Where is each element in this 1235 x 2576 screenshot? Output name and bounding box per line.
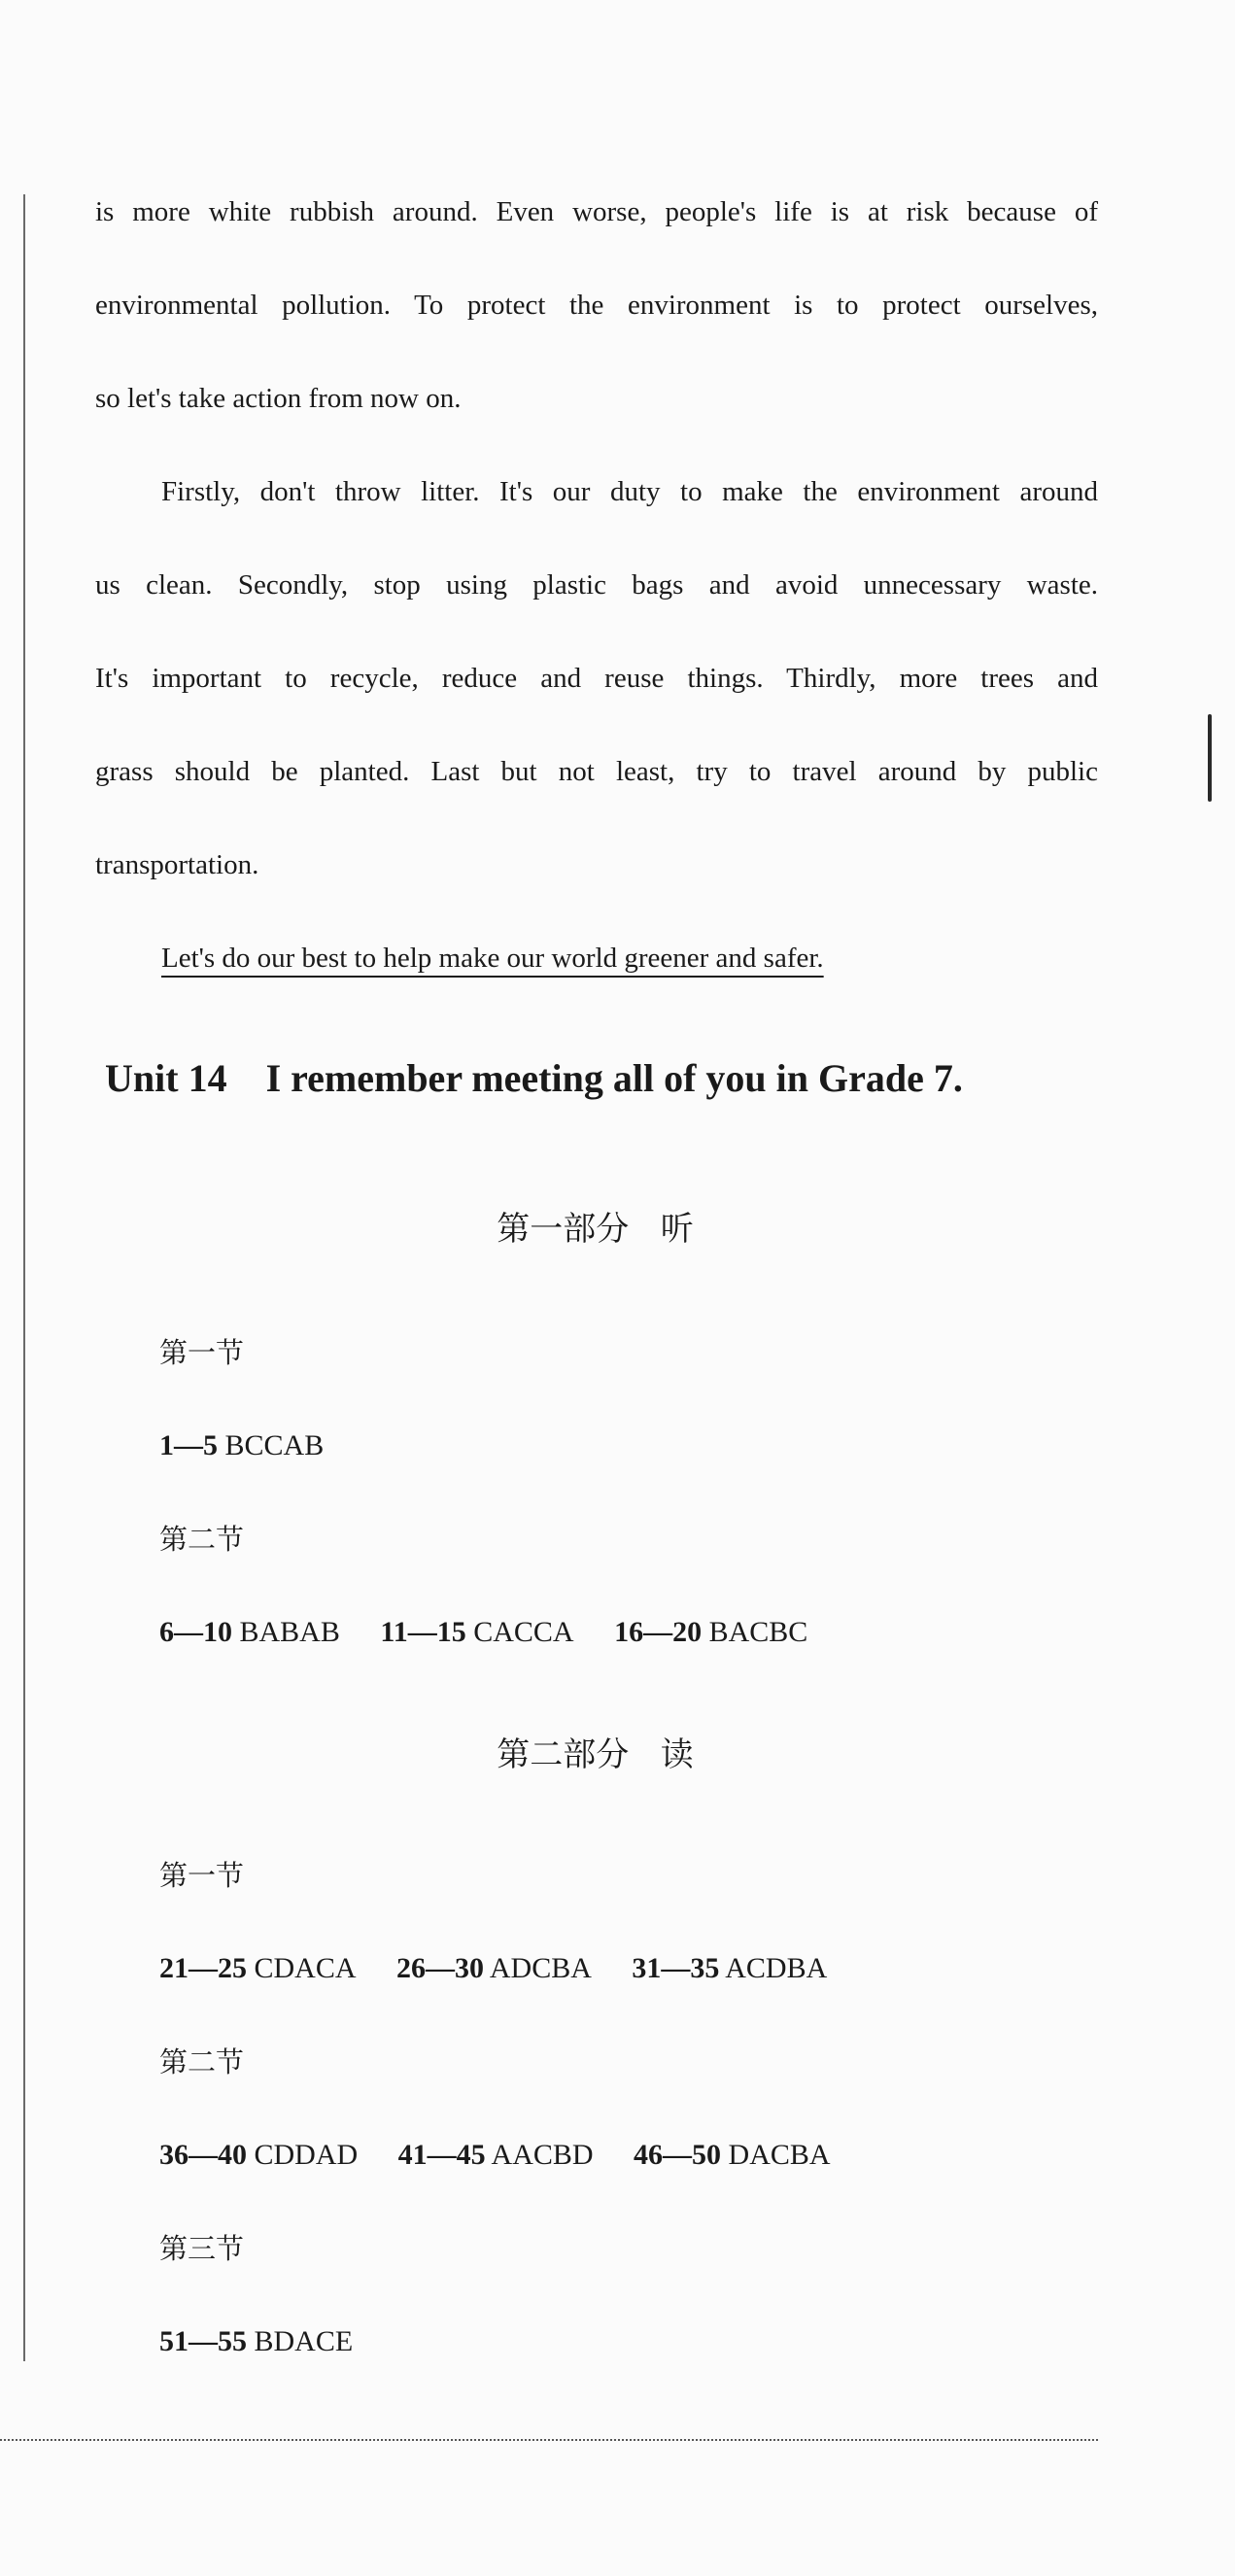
section-label: 第二节: [159, 2045, 245, 2078]
answer-letters: BCCAB: [224, 1429, 325, 1461]
answer-letters: ACDBA: [725, 1952, 828, 1984]
right-margin-mark: [1208, 714, 1212, 802]
answer-range: 41—45: [397, 2139, 486, 2171]
answer-letters: BACBC: [708, 1616, 808, 1648]
answer-letters: ADCBA: [489, 1952, 592, 1984]
answer-group: [634, 2139, 831, 2171]
answer-range: 31—35: [632, 1952, 720, 1984]
answer-group: [398, 2139, 594, 2171]
section-label: 第三节: [159, 2232, 245, 2265]
answer-group: [614, 1616, 807, 1648]
answer-letters: CDACA: [254, 1952, 357, 1984]
answer-range: 11—15: [380, 1616, 466, 1648]
answer-letters: CACCA: [473, 1616, 574, 1648]
answer-group: [396, 1952, 592, 1984]
answer-letters: BABAB: [239, 1616, 340, 1648]
part-heading-listening: 第一部分 听: [497, 1210, 694, 1249]
answer-range: 16—20: [614, 1616, 703, 1648]
section-label: 第二节: [159, 1523, 245, 1556]
answer-line: [159, 1423, 357, 1469]
essay-paragraph-1: [95, 165, 1098, 445]
answer-line: [159, 2132, 864, 2179]
essay-closing-line: Let's do our best to help make our world greener and safer.: [161, 943, 824, 974]
text-line: It's important to recycle, reduce and reuse things. Thirdly, more trees and: [95, 663, 1098, 694]
answer-group: [159, 1616, 340, 1648]
answer-letters: BDACE: [254, 2325, 354, 2357]
left-margin-rule: [23, 194, 25, 2361]
answer-range: 6—10: [159, 1616, 232, 1648]
dotted-cut-line: [0, 2439, 1098, 2441]
answer-range: 46—50: [634, 2139, 722, 2171]
answer-group: [159, 1952, 357, 1984]
text-line: transportation.: [95, 849, 259, 880]
answer-group: [159, 1429, 324, 1461]
section-label: 第一节: [159, 1336, 245, 1369]
text-line: environmental pollution. To protect the environment is to protect ourselves,: [95, 290, 1098, 321]
essay-paragraph-2: [95, 445, 1098, 911]
answer-group: [159, 2325, 353, 2357]
section-label: 第一节: [159, 1859, 245, 1892]
answer-range: 21—25: [159, 1952, 247, 1984]
text-line: us clean. Secondly, stop using plastic bags and avoid unnecessary waste.: [95, 569, 1098, 601]
unit-heading: Unit 14 I remember meeting all of you in Grade 7.: [105, 1056, 963, 1100]
answer-line: [159, 2318, 386, 2365]
answer-letters: CDDAD: [254, 2139, 359, 2171]
part-heading-reading: 第二部分 读: [497, 1735, 694, 1774]
text-line: grass should be planted. Last but not least, try to travel around by public: [95, 756, 1098, 787]
answer-range: 36—40: [159, 2139, 247, 2171]
answer-range: 51—55: [159, 2325, 247, 2357]
answer-letters: DACBA: [728, 2139, 831, 2171]
answer-range: 1—5: [159, 1429, 218, 1461]
answer-line: [159, 1609, 840, 1656]
answer-group: [380, 1616, 573, 1648]
text-line: so let's take action from now on.: [95, 383, 462, 414]
answer-range: 26—30: [396, 1952, 485, 1984]
answer-group: [632, 1952, 827, 1984]
answer-line: [159, 1945, 860, 1992]
text-line: is more white rubbish around. Even worse, people's life is at risk because of: [95, 196, 1098, 227]
answer-letters: AACBD: [491, 2139, 594, 2171]
answer-group: [159, 2139, 358, 2171]
text-line: Firstly, don't throw litter. It's our duty to make the environment around: [161, 476, 1098, 507]
